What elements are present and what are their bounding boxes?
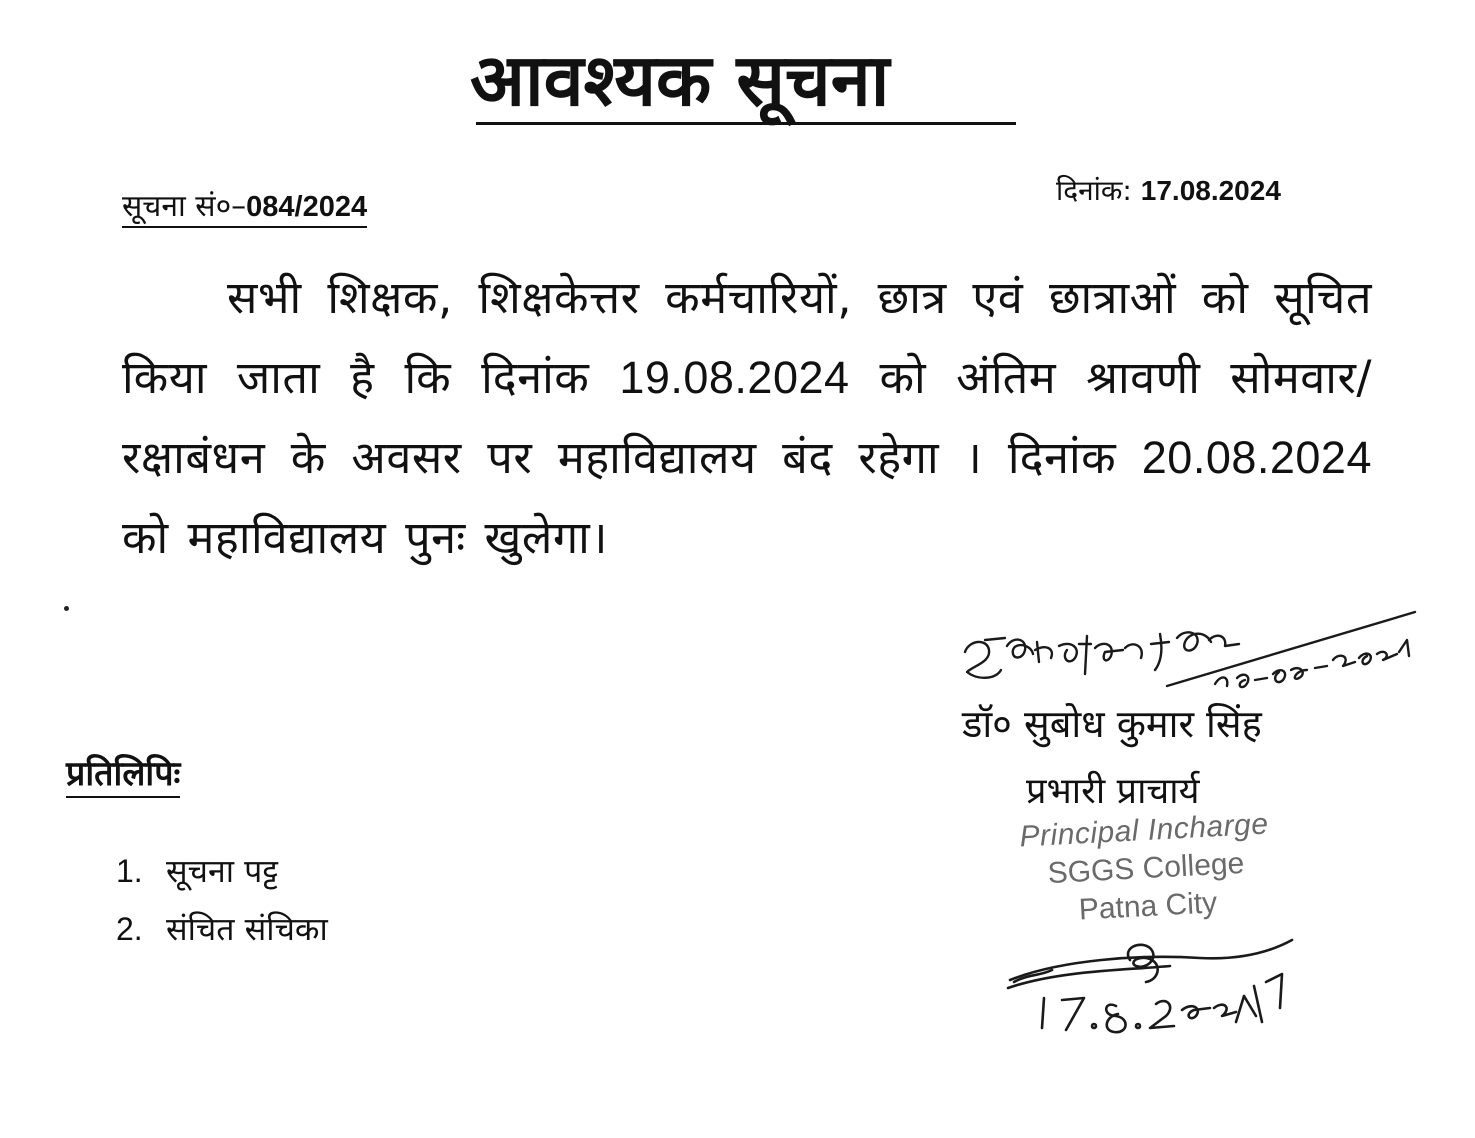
signatory-designation: प्रभारी प्राचार्य	[1026, 771, 1200, 812]
date-label: दिनांक:	[1056, 174, 1132, 207]
notice-number	[122, 188, 367, 228]
stamp-line-3: Patna City	[1077, 886, 1218, 927]
body-part-3: को महाविद्यालय पुनः खुलेगा।	[122, 511, 608, 564]
list-item	[116, 900, 328, 958]
notice-number-value: 084/2024	[246, 191, 368, 223]
stamp-line-1: Principal Incharge	[1018, 807, 1270, 854]
list-item-text: सूचना पट्ट	[166, 852, 278, 890]
notice-heading: आवश्यक सूचना	[470, 38, 890, 122]
reopen-date: 20.08.2024	[1141, 432, 1372, 483]
body-part-1: सभी शिक्षक, शिक्षकेत्तर कर्मचारियों, छात्र एवं छात्राओं को सूचित किया जाता है कि दिनांक	[122, 271, 1372, 404]
copy-to-label: प्रतिलिपिः	[66, 752, 180, 798]
stray-dot	[64, 606, 69, 611]
list-item-text: संचित संचिका	[166, 910, 328, 948]
notice-number-label: सूचना सं०–	[122, 189, 247, 224]
copy-to-list	[116, 842, 328, 958]
initials-signature	[1000, 930, 1320, 1040]
heading-underline	[476, 122, 1016, 125]
notice-date	[1056, 172, 1281, 210]
body-part-2: को अंतिम श्रावणी सोमवार/रक्षाबंधन के अवसर पर महाविद्यालय बंद रहेगा । दिनांक	[122, 351, 1373, 484]
date-value: 17.08.2024	[1140, 175, 1281, 206]
list-item	[116, 842, 328, 900]
stamp-line-2: SGGS College	[1046, 846, 1246, 891]
notice-body	[122, 258, 1372, 578]
college-stamp	[993, 804, 1299, 934]
list-item-index: 1.	[116, 853, 143, 889]
closure-date: 19.08.2024	[619, 352, 850, 403]
principal-signature	[955, 600, 1435, 700]
list-item-index: 2.	[116, 911, 143, 947]
signatory-name: डॉ० सुबोध कुमार सिंह	[962, 702, 1262, 746]
